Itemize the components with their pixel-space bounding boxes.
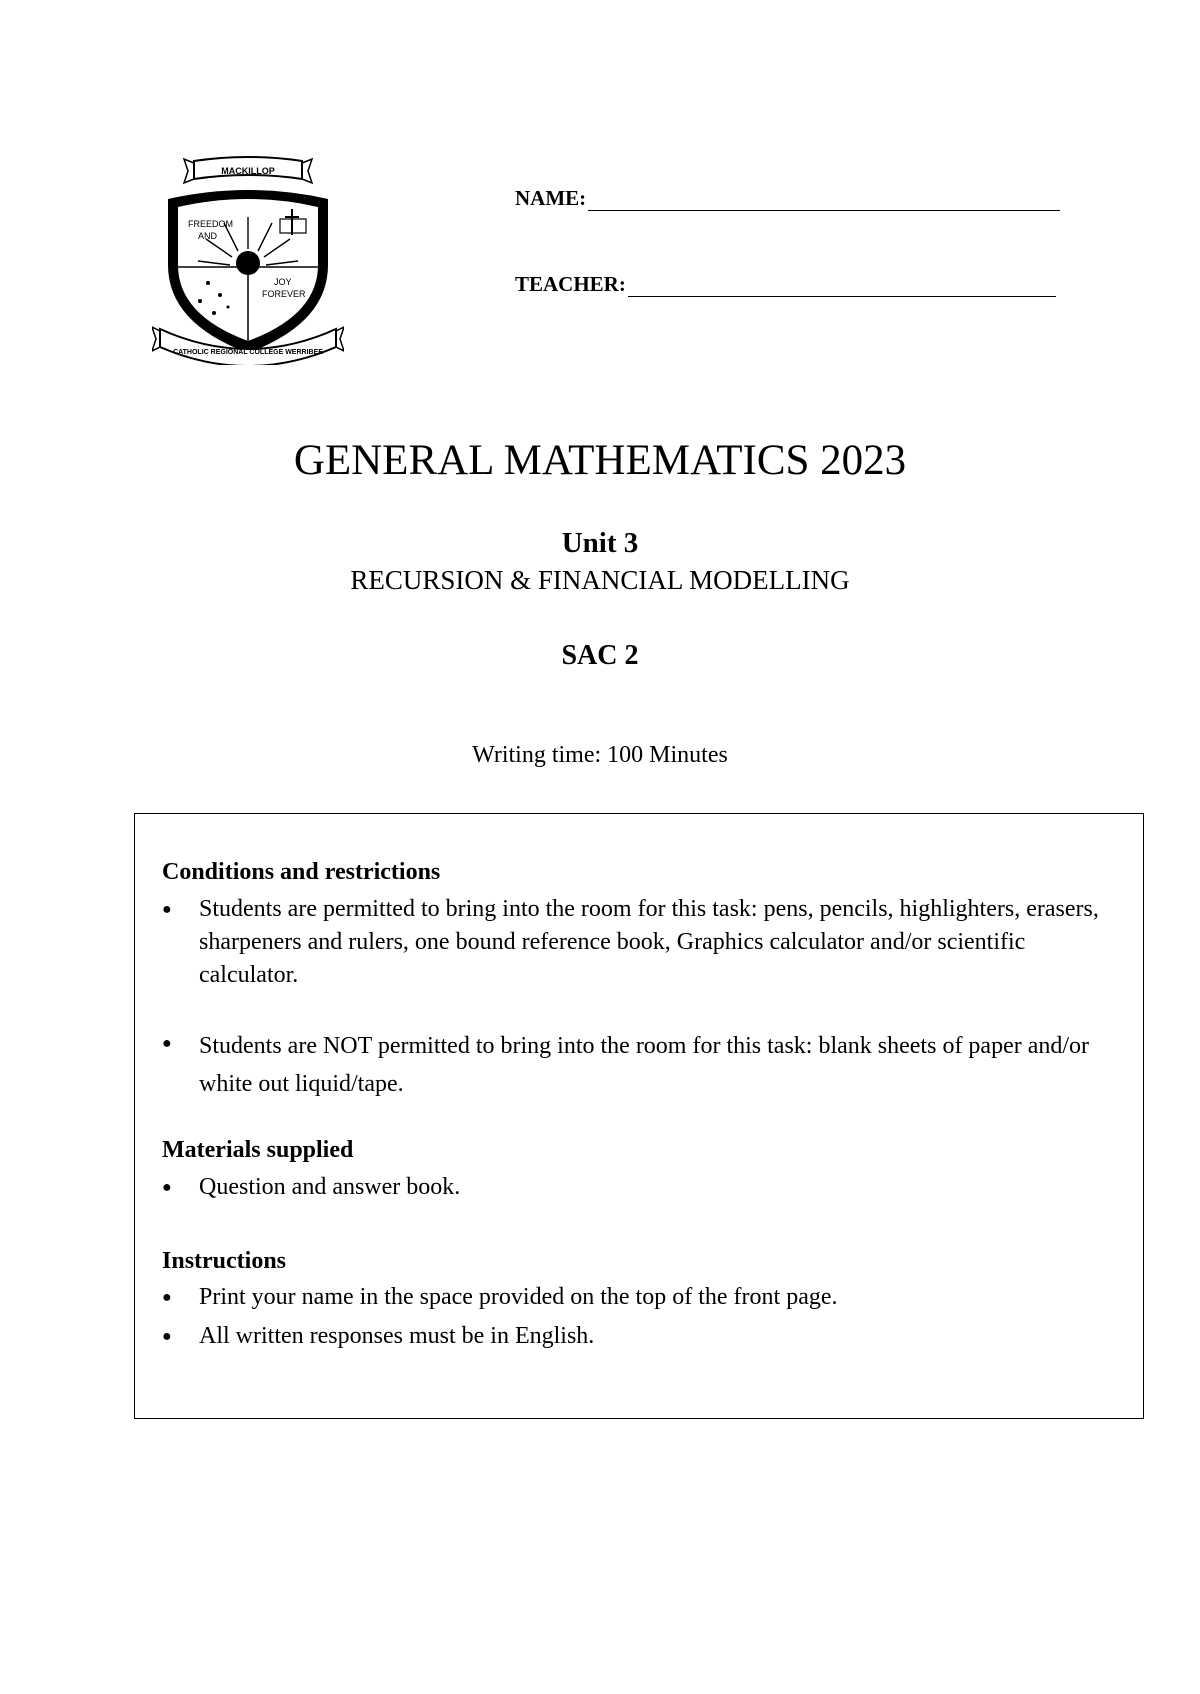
bullet-icon: ● <box>162 1035 172 1052</box>
teacher-field-row <box>515 272 1056 297</box>
conditions-box <box>134 813 1144 1419</box>
bullet-icon: ● <box>162 1289 172 1306</box>
materials-heading: Materials supplied <box>162 1137 354 1163</box>
name-blank-line <box>588 190 1060 211</box>
page-title: GENERAL MATHEMATICS 2023 <box>293 437 907 484</box>
bullet-icon: ● <box>162 1328 172 1345</box>
list-item <box>162 893 1102 992</box>
list-item <box>162 1171 1102 1204</box>
bullet-icon: ● <box>162 901 172 918</box>
writing-time: Writing time: 100 Minutes <box>472 742 728 768</box>
name-label: NAME: <box>515 186 587 210</box>
sac-title: SAC 2 <box>561 640 639 671</box>
condition-text: Students are permitted to bring into the room for this task: pens, pencils, highlighters, erasers, sharpeners and rulers, one bound reference book, Graphics calculator and/or scientific calculator. <box>199 896 1099 988</box>
list-item <box>162 1320 1102 1353</box>
list-item <box>162 1281 1102 1314</box>
instructions-heading: Instructions <box>162 1248 287 1274</box>
name-field-row <box>515 186 1060 211</box>
svg-text:FOREVER: FOREVER <box>262 289 306 299</box>
svg-text:MACKILLOP: MACKILLOP <box>221 166 275 176</box>
school-crest-logo <box>152 155 344 365</box>
condition-text: Students are NOT permitted to bring into the room for this task: blank sheets of paper and/or white out liquid/tape. <box>199 1033 1090 1097</box>
teacher-label: TEACHER: <box>515 272 626 296</box>
svg-text:FREEDOM: FREEDOM <box>188 219 233 229</box>
list-item <box>162 1027 1102 1103</box>
svg-text:CATHOLIC REGIONAL COLLEGE WERR: CATHOLIC REGIONAL COLLEGE WERRIBEE <box>173 349 323 356</box>
teacher-blank-line <box>628 276 1056 297</box>
conditions-heading: Conditions and restrictions <box>162 859 441 885</box>
material-text: Question and answer book. <box>199 1174 461 1200</box>
unit-title: Unit 3 <box>561 527 639 559</box>
bullet-icon: ● <box>162 1179 172 1196</box>
instruction-text: All written responses must be in English. <box>199 1323 595 1349</box>
svg-text:JOY: JOY <box>274 277 292 287</box>
svg-text:AND: AND <box>198 231 218 241</box>
topic-title: RECURSION & FINANCIAL MODELLING <box>350 565 850 595</box>
instruction-text: Print your name in the space provided on the top of the front page. <box>199 1284 838 1310</box>
